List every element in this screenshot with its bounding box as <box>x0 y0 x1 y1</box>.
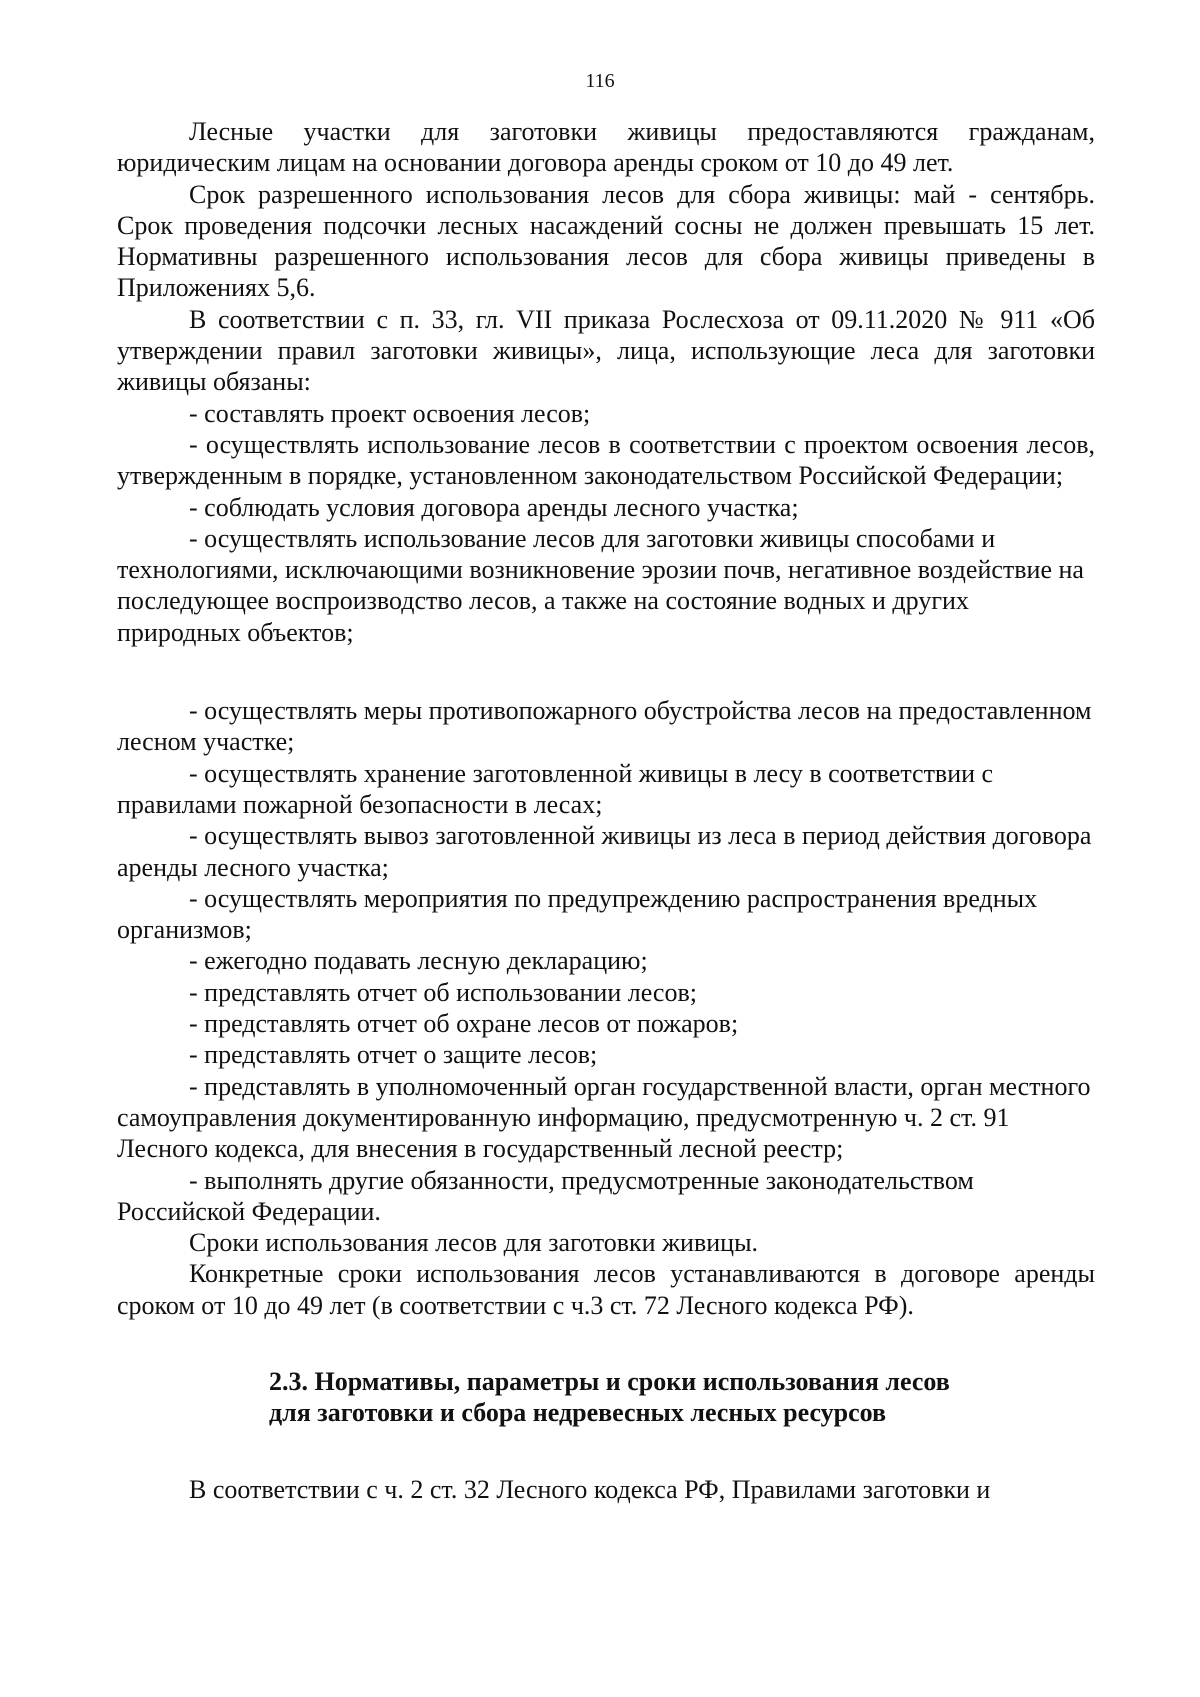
section-heading <box>117 1366 1095 1429</box>
page-number: 116 <box>585 70 615 92</box>
list-item: - осуществлять меры противопожарного обустройства лесов на предоставленном лесном участке; <box>117 696 1092 757</box>
list-item: - осуществлять вывоз заготовленной живицы из леса в период действия договора аренды лесного участка; <box>117 821 1092 882</box>
list-item: - представлять отчет об использовании лесов; <box>189 977 697 1007</box>
list-item: - составлять проект освоения лесов; <box>189 398 591 428</box>
list-item: - представлять отчет об охране лесов от пожаров; <box>189 1009 739 1039</box>
list-item: - представлять в уполномоченный орган государственной власти, орган местного самоуправления документированную информацию, предусмотренную ч. 2 ст. 91 Лесного кодекса, для внесения в государственный лесной реестр; <box>117 1071 1091 1164</box>
section-heading-line-2: для заготовки и сбора недревесных лесных ресурсов <box>269 1398 887 1428</box>
paragraph-leases: Лесные участки для заготовки живицы предоставляются гражданам, юридическим лицам на основании договора аренды сроком от 10 до 49 лет. <box>117 117 1095 178</box>
paragraph-term: Срок разрешенного использования лесов для сбора живицы: май - сентябрь. Срок проведения подсочки лесных насаждений сосны не должен превышать 15 лет. Нормативны разрешенного использования лесов для сбора живицы приведены в Приложениях 5,6. <box>117 179 1095 303</box>
paragraph-terms: Конкретные сроки использования лесов устанавливаются в договоре аренды сроком от 10 до 49 лет (в соответствии с ч.3 ст. 72 Лесного кодекса РФ). <box>117 1259 1095 1320</box>
list-item: - выполнять другие обязанности, предусмотренные законодательством Российской Федерации. <box>117 1165 974 1226</box>
list-item: - соблюдать условия договора аренды лесного участка; <box>189 492 799 522</box>
list-item: - осуществлять мероприятия по предупреждению распространения вредных организмов; <box>117 883 1038 945</box>
paragraph-terms-title: Сроки использования лесов для заготовки живицы. <box>189 1228 759 1258</box>
section-heading-line-1: 2.3. Нормативы, параметры и сроки использования лесов <box>269 1366 950 1396</box>
list-item: - осуществлять использование лесов для заготовки живицы способами и технологиями, исключающими возникновение эрозии почв, негативное воздействие на последующее воспроизводство лесов, а также на состояние водных и других природных объектов; <box>117 523 1084 647</box>
paragraph-obligations-intro: В соответствии с п. 33, гл. VII приказа Рослесхоза от 09.11.2020 № 911 «Об утверждении правил заготовки живицы», лица, использующие леса для заготовки живицы обязаны: <box>117 304 1095 397</box>
paragraph-section-start: В соответствии с ч. 2 ст. 32 Лесного кодекса РФ, Правилами заготовки и <box>189 1474 991 1504</box>
list-item: - представлять отчет о защите лесов; <box>189 1040 598 1070</box>
list-item: - осуществлять использование лесов в соответствии с проектом освоения лесов, утвержденным в порядке, установленном законодательством Российской Федерации; <box>117 429 1095 491</box>
list-item: - ежегодно подавать лесную декларацию; <box>189 946 648 976</box>
blank-line <box>117 648 1095 695</box>
list-item: - осуществлять хранение заготовленной живицы в лесу в соответствии с правилами пожарной безопасности в лесах; <box>117 758 994 819</box>
document-body <box>117 116 1095 1505</box>
